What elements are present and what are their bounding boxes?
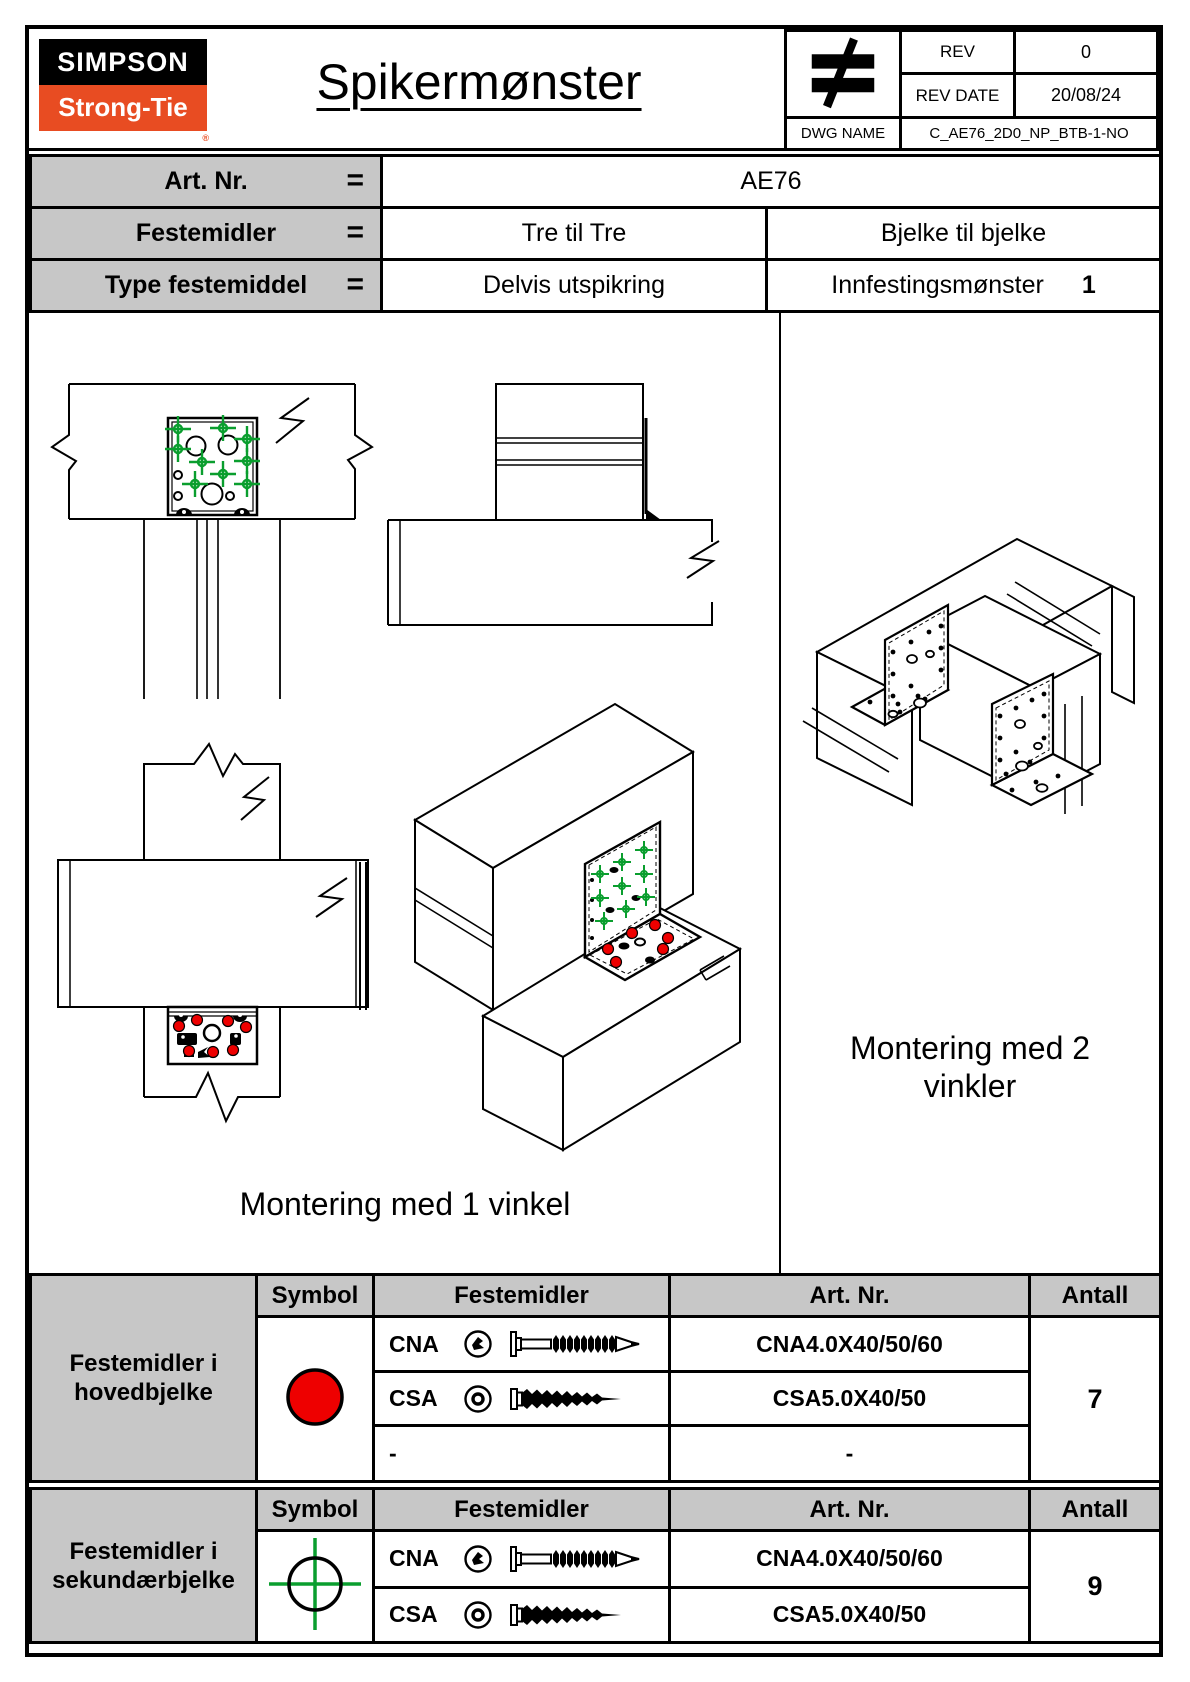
sekundaerbjelke-symbol-cell [257, 1531, 374, 1643]
antall-header: Antall [1030, 1489, 1161, 1531]
festemidler-header: Festemidler [374, 1489, 670, 1531]
equals-sign: = [346, 215, 364, 249]
logo-simpson: SIMPSON [39, 39, 207, 85]
festemidler-value-left: Tre til Tre [382, 208, 767, 260]
festemidler-label-cell: Festemidler = [31, 208, 382, 260]
cna-artnr: CNA4.0X40/50/60 [670, 1531, 1030, 1588]
rev-value: 0 [1015, 31, 1158, 74]
top-view-drawing [58, 744, 368, 1121]
empty-row-cell: - [374, 1426, 670, 1482]
cna-head-icon [463, 1329, 493, 1359]
festemidler-header: Festemidler [374, 1275, 670, 1317]
innfestingsmonster-cell: Innfestingsmønster 1 [767, 260, 1161, 312]
front-view-drawing [52, 384, 372, 699]
sekundaerbjelke-label: Festemidler i sekundærbjelke [31, 1489, 257, 1643]
drawing-area [29, 313, 1159, 1273]
csa-head-icon [463, 1384, 493, 1414]
cna-row-cell: CNA [374, 1317, 670, 1372]
csa-row-cell: CSA [374, 1587, 670, 1643]
not-equal-cell [786, 31, 901, 118]
cna-row-cell: CNA [374, 1531, 670, 1588]
registered-mark: ® [202, 133, 209, 143]
cna-nail-icon [509, 1329, 644, 1359]
csa-artnr: CSA5.0X40/50 [670, 1587, 1030, 1643]
sheet-frame [25, 25, 1163, 1657]
art-nr-value: AE76 [382, 156, 1161, 208]
type-festemiddel-value-left: Delvis utspikring [382, 260, 767, 312]
isometric-two-brackets-drawing [803, 539, 1134, 814]
dwg-name-value: C_AE76_2D0_NP_BTB-1-NO [901, 118, 1158, 150]
sekundaerbjelke-fastener-table [29, 1487, 1162, 1644]
artnr-header: Art. Nr. [670, 1275, 1030, 1317]
technical-drawings [29, 313, 1159, 1273]
not-equal-icon [800, 34, 886, 110]
csa-head-icon [463, 1600, 493, 1630]
isometric-one-bracket-drawing [360, 704, 740, 1150]
dwg-name-label: DWG NAME [786, 118, 901, 150]
csa-screw-icon [509, 1384, 629, 1414]
equals-sign: = [346, 163, 364, 197]
article-info-table [29, 154, 1162, 313]
festemidler-value-right: Bjelke til bjelke [767, 208, 1161, 260]
page-title: Spikermønster [316, 54, 642, 110]
caption-two-brackets: Montering med 2 vinkler [849, 1030, 1091, 1104]
sekundaerbjelke-antall: 9 [1030, 1531, 1161, 1643]
hovedbjelke-antall: 7 [1030, 1317, 1161, 1482]
cna-nail-icon [509, 1544, 644, 1574]
type-festemiddel-label-cell: Type festemiddel = [31, 260, 382, 312]
side-view-drawing [388, 384, 719, 625]
title-bar [29, 29, 1159, 151]
hovedbjelke-fastener-table [29, 1273, 1162, 1483]
symbol-header: Symbol [257, 1489, 374, 1531]
csa-row-cell: CSA [374, 1372, 670, 1426]
antall-header: Antall [1030, 1275, 1161, 1317]
title-block [784, 29, 1159, 151]
pattern-number: 1 [1081, 271, 1096, 299]
break-symbol [276, 398, 309, 443]
caption-one-bracket: Montering med 1 vinkel [239, 1186, 571, 1222]
hovedbjelke-label: Festemidler i hovedbjelke [31, 1275, 257, 1482]
csa-artnr: CSA5.0X40/50 [670, 1372, 1030, 1426]
red-dot-symbol-icon [263, 1345, 367, 1449]
green-crosshair-symbol-icon [263, 1532, 367, 1636]
rev-date-value: 20/08/24 [1015, 74, 1158, 118]
cna-artnr: CNA4.0X40/50/60 [670, 1317, 1030, 1372]
symbol-header: Symbol [257, 1275, 374, 1317]
artnr-header: Art. Nr. [670, 1489, 1030, 1531]
equals-sign: = [346, 267, 364, 301]
hovedbjelke-symbol-cell [257, 1317, 374, 1482]
empty-artnr: - [670, 1426, 1030, 1482]
cna-head-icon [463, 1544, 493, 1574]
break-symbol [241, 777, 269, 820]
rev-label: REV [901, 31, 1015, 74]
break-symbol [687, 541, 719, 578]
csa-screw-icon [509, 1600, 629, 1630]
logo-strongtie: Strong-Tie ® [39, 85, 207, 131]
rev-date-label: REV DATE [901, 74, 1015, 118]
art-nr-label-cell: Art. Nr. = [31, 156, 382, 208]
